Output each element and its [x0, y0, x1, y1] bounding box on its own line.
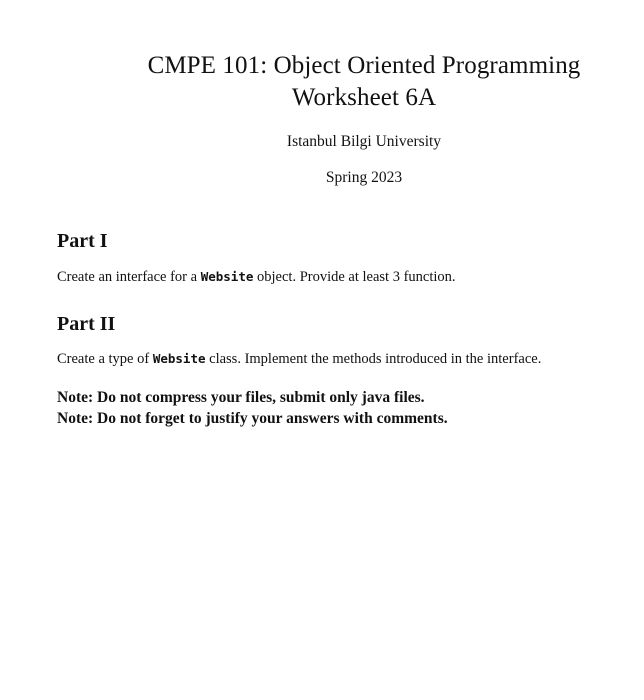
part-2-heading: Part II [57, 313, 116, 335]
worksheet-title: Worksheet 6A [291, 84, 437, 111]
part-2-text-before: Create a type of [57, 351, 153, 367]
course-title: CMPE 101: Object Oriented Programming [147, 52, 581, 79]
part-2-instructions [57, 349, 637, 369]
university-name: Istanbul Bilgi University [286, 133, 442, 150]
part-1-heading: Part I [57, 230, 108, 252]
document-title [146, 50, 582, 114]
term-label: Spring 2023 [325, 169, 403, 186]
part-1-instructions [57, 267, 456, 287]
part-1-text-before: Create an interface for a [57, 269, 201, 285]
part-2-code-website: Website [152, 351, 206, 366]
part-1-text-after: object. Provide at least 3 function. [253, 269, 456, 285]
note-compress: Note: Do not compress your files, submit only java files. [57, 389, 425, 406]
part-2-text-after: class. Implement the methods introduced in the interface. [205, 351, 542, 367]
part-1-code-website: Website [200, 269, 254, 284]
note-justify: Note: Do not forget to justify your answers with comments. [57, 410, 448, 427]
